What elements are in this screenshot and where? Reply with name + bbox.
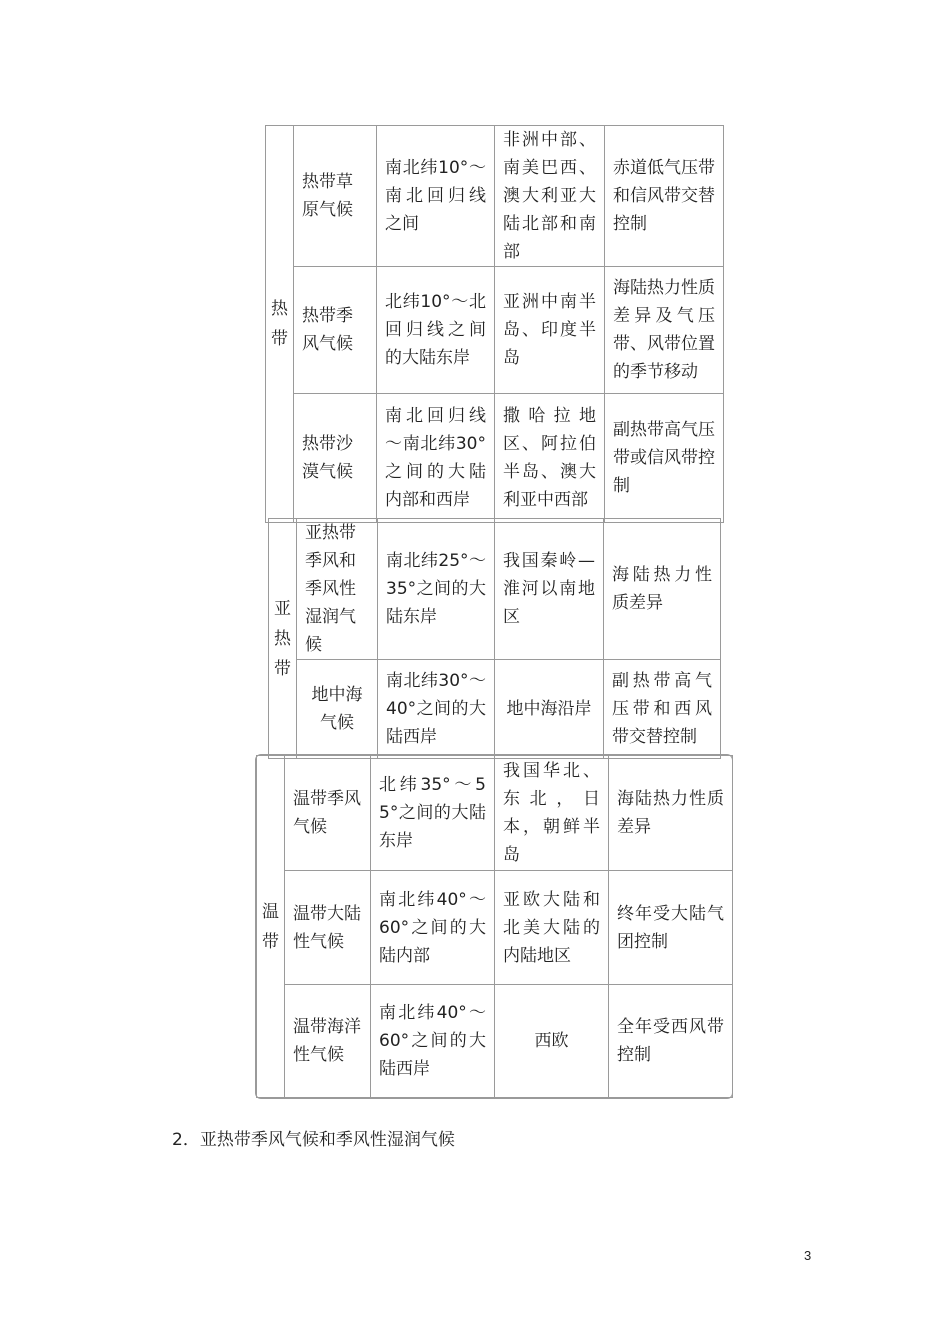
table-row	[257, 756, 733, 871]
table-row	[269, 519, 721, 660]
climate-type-cell: 温带季风气候	[285, 756, 371, 871]
zone-char: 热	[274, 628, 291, 649]
climate-type-cell: 温带海洋性气候	[285, 985, 371, 1098]
cause-cell: 终年受大陆气团控制	[609, 871, 733, 985]
region-cell: 亚欧大陆和北美大陆的内陆地区	[495, 871, 609, 985]
climate-type-cell: 温带大陆性气候	[285, 871, 371, 985]
distribution-cell: 南北纬10°～南北回归线之间	[377, 126, 495, 267]
distribution-cell: 南北纬40°～60°之间的大陆西岸	[371, 985, 495, 1098]
region-cell: 非洲中部、南美巴西、澳大利亚大陆北部和南部	[495, 126, 605, 267]
table-row	[269, 660, 721, 759]
zone-char: 带	[262, 931, 279, 952]
cause-cell: 副热带高气压带和西风带交替控制	[604, 660, 721, 759]
zone-label	[257, 756, 285, 1098]
region-cell: 我国秦岭—淮河以南地区	[495, 519, 604, 660]
distribution-cell: 北纬35°～55°之间的大陆东岸	[371, 756, 495, 871]
zone-label	[269, 519, 297, 759]
region-cell: 我国华北、东北，日本，朝鲜半岛	[495, 756, 609, 871]
table-row	[266, 394, 724, 523]
temperate-climate-table	[256, 755, 733, 1098]
distribution-cell: 北纬10°～北回归线之间的大陆东岸	[377, 267, 495, 394]
section-heading: 2．亚热带季风气候和季风性湿润气候	[172, 1130, 455, 1150]
distribution-cell: 南北纬25°～35°之间的大陆东岸	[378, 519, 495, 660]
zone-char: 热	[271, 299, 288, 319]
cause-cell: 赤道低气压带和信风带交替控制	[605, 126, 724, 267]
zone-char: 温	[262, 901, 279, 922]
climate-type-cell: 热带草原气候	[294, 126, 377, 267]
cause-cell: 海陆热力性质差异及气压带、风带位置的季节移动	[605, 267, 724, 394]
zone-char: 带	[274, 658, 291, 679]
page-number: 3	[804, 1248, 812, 1263]
cause-cell: 全年受西风带控制	[609, 985, 733, 1098]
tropical-climate-table	[265, 125, 724, 523]
table-row	[257, 985, 733, 1098]
table-row	[266, 126, 724, 267]
climate-type-cell: 热带季风气候	[294, 267, 377, 394]
cause-cell: 海陆热力性质差异	[604, 519, 721, 660]
zone-label	[266, 126, 294, 523]
table-row	[257, 871, 733, 985]
distribution-cell: 南北纬30°～40°之间的大陆西岸	[378, 660, 495, 759]
cause-cell: 海陆热力性质差异	[609, 756, 733, 871]
climate-type-cell: 亚热带季风和季风性湿润气候	[297, 519, 378, 660]
zone-char: 带	[271, 329, 288, 349]
distribution-cell: 南北纬40°～60°之间的大陆内部	[371, 871, 495, 985]
climate-type-cell: 热带沙漠气候	[294, 394, 377, 523]
zone-char: 亚	[274, 598, 291, 619]
region-cell: 西欧	[495, 985, 609, 1098]
distribution-cell: 南北回归线～南北纬30°之间的大陆内部和西岸	[377, 394, 495, 523]
subtropical-climate-table	[268, 518, 721, 759]
region-cell: 撒哈拉地区、阿拉伯半岛、澳大利亚中西部	[495, 394, 605, 523]
region-cell: 亚洲中南半岛、印度半岛	[495, 267, 605, 394]
region-cell: 地中海沿岸	[495, 660, 604, 759]
table-row	[266, 267, 724, 394]
cause-cell: 副热带高气压带或信风带控制	[605, 394, 724, 523]
climate-type-cell: 地中海气候	[297, 660, 378, 759]
